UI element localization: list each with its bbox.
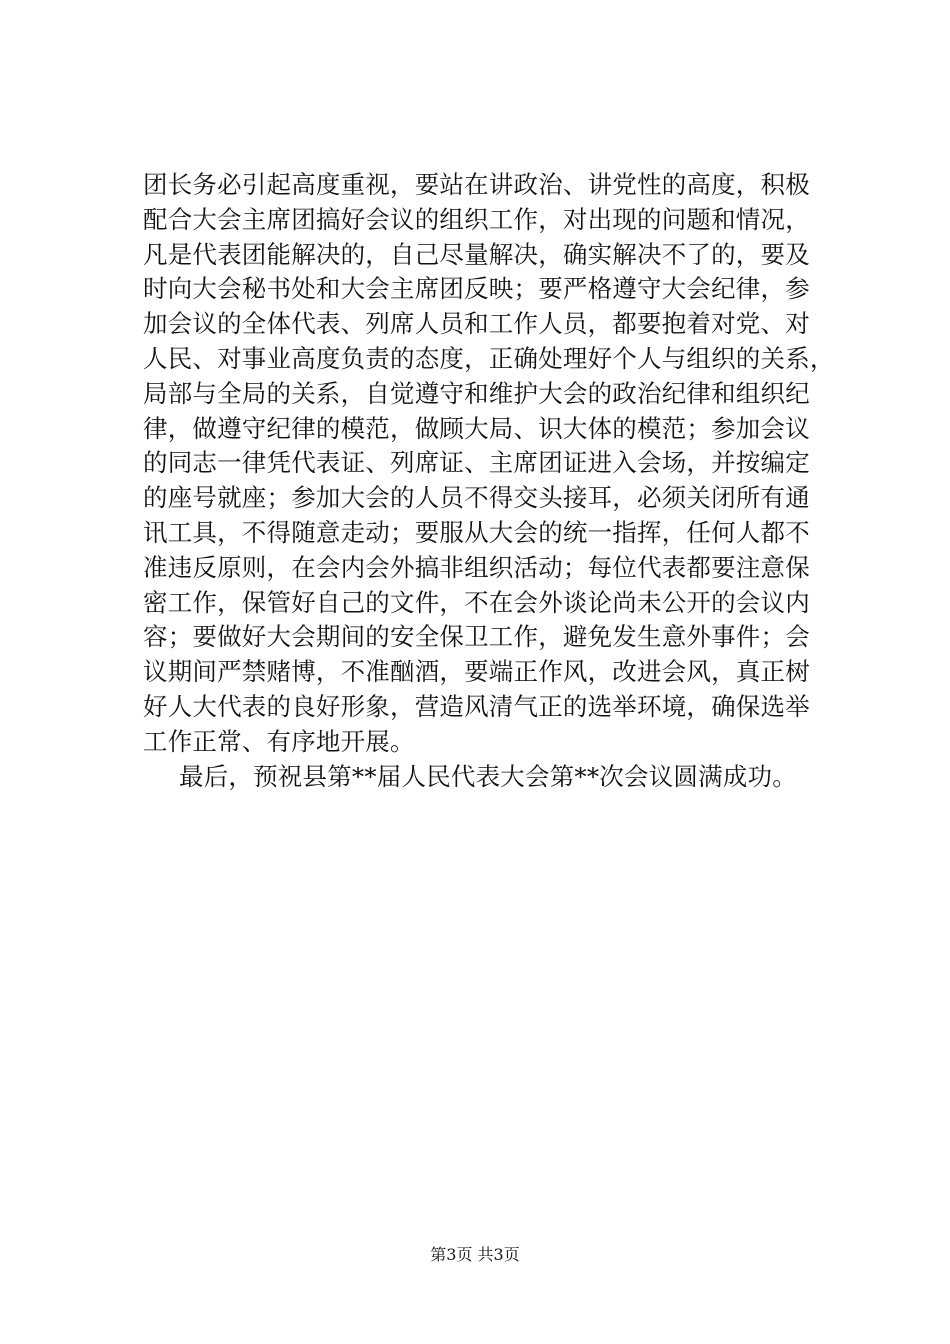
text-line: 工作正常、有序地开展。 [143, 726, 415, 756]
body-text [143, 168, 851, 794]
page-footer [0, 1244, 950, 1266]
page-number: 第3页 共3页 [430, 1245, 520, 1264]
text-line: 配合大会主席团搞好会议的组织工作，对出现的问题和情况， [143, 204, 810, 234]
text-line: 容；要做好大会期间的安全保卫工作，避免发生意外事件；会 [143, 622, 810, 652]
text-line: 议期间严禁赌博，不准酗酒，要端正作风，改进会风，真正树 [143, 657, 810, 687]
text-line: 准违反原则，在会内会外搞非组织活动；每位代表都要注意保 [143, 552, 810, 582]
text-line: 局部与全局的关系，自觉遵守和维护大会的政治纪律和组织纪 [143, 378, 810, 408]
text-line: 加会议的全体代表、列席人员和工作人员，都要抱着对党、对 [143, 309, 810, 339]
text-line: 好人大代表的良好形象，营造风清气正的选举环境，确保选举 [143, 691, 810, 721]
text-line: 的同志一律凭代表证、列席证、主席团证进入会场，并按编定 [143, 448, 810, 478]
text-line: 团长务必引起高度重视，要站在讲政治、讲党性的高度，积极 [143, 170, 810, 199]
text-line: 凡是代表团能解决的，自己尽量解决，确实解决不了的，要及 [143, 239, 810, 269]
text-line: 律，做遵守纪律的模范，做顾大局、识大体的模范；参加会议 [143, 413, 810, 443]
closing-paragraph: 最后，预祝县第**届人民代表大会第**次会议圆满成功。 [179, 761, 797, 791]
text-line: 人民、对事业高度负责的态度，正确处理好个人与组织的关系， [143, 343, 835, 373]
text-line: 的座号就座；参加大会的人员不得交头接耳，必须关闭所有通 [143, 483, 810, 513]
text-line: 时向大会秘书处和大会主席团反映；要严格遵守大会纪律，参 [143, 274, 810, 304]
text-line: 讯工具，不得随意走动；要服从大会的统一指挥，任何人都不 [143, 517, 810, 547]
text-line: 密工作，保管好自己的文件，不在会外谈论尚未公开的会议内 [143, 587, 810, 617]
